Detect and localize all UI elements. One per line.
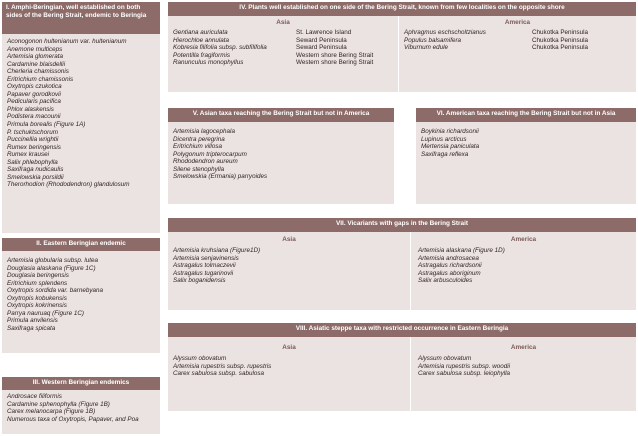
section-iv-america-col	[399, 19, 636, 26]
taxon-item: Astragalus tugarinovii	[173, 269, 234, 277]
taxon-item: Artemisia senjavinensis	[173, 254, 239, 262]
taxon-item: Papaver gorodkovii	[7, 90, 61, 98]
taxon-item: Rhododendron aureum	[173, 158, 238, 166]
taxon-item: Gentiana auriculata	[173, 29, 228, 36]
taxon-item: Primula anvilensis	[7, 317, 58, 325]
taxon-item: Cardamine sphenophylla (Figure 1B)	[7, 400, 110, 408]
section-vii-america-col	[411, 236, 636, 243]
taxon-item: Douglasia alaskana (Figure 1C)	[7, 264, 96, 272]
taxon-item: Viburnum edule	[404, 44, 448, 52]
section-ii-header: II. Eastern Beringian endemic	[2, 238, 160, 251]
section-viii-asia-col	[168, 344, 410, 351]
taxon-item: Androsace filiformis	[7, 393, 62, 400]
taxon-item: Polygonum tripterocarpum	[173, 150, 247, 158]
taxon-item: Alyssum obovatum	[418, 355, 472, 362]
taxon-item: Hierochloe annulata	[173, 36, 230, 44]
section-viii-america-heading: America	[510, 344, 537, 351]
section-vii-america-list	[418, 247, 505, 285]
locality-item: Chukotka Peninsula	[532, 44, 589, 52]
taxon-item: Dicentra peregrina	[173, 135, 225, 143]
section-iii-box	[2, 377, 160, 434]
section-iv-america-localities	[532, 29, 588, 52]
section-iv-asia-taxa	[173, 29, 267, 67]
taxon-item: Artemisia rupestris subsp. woodii	[418, 362, 511, 370]
section-iii-header: III. Western Beringian endemics	[2, 377, 160, 390]
section-i-list	[2, 34, 160, 192]
taxon-item: Primula borealis (Figure 1A)	[7, 121, 86, 129]
section-i-box	[2, 2, 160, 233]
taxon-item: Lupinus arcticus	[421, 135, 467, 143]
taxon-item: Eritrichium splendens	[7, 279, 68, 287]
taxon-item: Douglasia beringensis	[7, 272, 69, 280]
taxon-item: Boykinia richardsonii	[421, 128, 479, 135]
locality-item: Chukotka Peninsula	[532, 29, 589, 36]
locality-item: St. Lawrence Island	[296, 29, 352, 36]
section-viii-box	[168, 323, 636, 411]
taxon-item: Oxytropis kobukensis	[7, 294, 67, 302]
taxon-item: Oxytropis czukotica	[7, 83, 62, 91]
section-viii-asia-heading: Asia	[282, 344, 296, 351]
section-viii-america-list	[418, 355, 510, 378]
taxon-item: Rumex krausei	[7, 151, 49, 159]
taxon-item: Eritrichium chamissonis	[7, 75, 74, 83]
taxon-item: Astragalus aboriginum	[418, 269, 481, 277]
taxon-item: Salix phlebophylla	[7, 158, 58, 166]
taxon-item: Smelowskia (Ermania) parryoides	[173, 173, 268, 181]
section-iv-america-taxa	[404, 29, 486, 52]
section-vii-america-heading: America	[510, 236, 537, 243]
locality-item: Chukotka Peninsula	[532, 36, 589, 44]
section-vii-asia-list	[173, 247, 260, 285]
taxon-item: Artemisia glomerata	[7, 53, 63, 61]
taxon-item: Eritrichium villosa	[173, 143, 222, 151]
taxon-item: P. tschuktschorum	[7, 128, 58, 136]
taxon-item: Artemisia androsacea	[418, 254, 479, 262]
taxon-item: Astragalus richardsonii	[418, 262, 482, 270]
section-vii-asia-heading: Asia	[282, 236, 296, 243]
taxon-item: Podistera macounii	[7, 113, 61, 121]
taxon-item: Phlox alaskensis	[7, 105, 54, 113]
taxon-item: Puccinellia wrightii	[7, 136, 59, 144]
section-vii-box	[168, 218, 636, 310]
taxon-item: Saxifraga nudicaulis	[7, 166, 64, 174]
section-viii-header: VIII. Asiatic steppe taxa with restricted occurrence in Eastern Beringia	[168, 323, 636, 337]
taxon-item: Salix boganidensis	[173, 277, 226, 285]
taxon-item: Pedicularis pacifica	[7, 98, 61, 106]
section-v-box	[168, 108, 394, 204]
taxon-item: Oxytropis sordida var. barnebyana	[7, 287, 104, 295]
section-ii-box	[2, 238, 160, 353]
section-vi-box	[416, 108, 636, 204]
locality-item: Western shore Bering Strait	[296, 59, 374, 67]
section-iv-box	[168, 2, 636, 92]
section-viii-asia-list	[173, 355, 271, 378]
taxon-item: Potentilla fragiformis	[173, 51, 231, 59]
taxon-item: Artemisia kruhsiana (Figure1D)	[173, 247, 261, 254]
section-iv-asia-col	[168, 19, 398, 26]
taxon-item: Numerous taxa of Oxytropis, Papaver, and Poa	[7, 415, 139, 423]
section-ii-list	[2, 251, 160, 335]
locality-item: Seward Peninsula	[296, 44, 347, 52]
section-iv-america-heading: America	[504, 19, 531, 26]
taxon-item: Artemisia globularia subsp. lutea	[7, 257, 99, 264]
section-vi-list	[416, 122, 636, 161]
taxon-item: Artemisia lagocephala	[173, 128, 235, 135]
taxon-item: Parrya nauruaq (Figure 1C)	[7, 309, 84, 317]
section-iv-divider	[398, 16, 399, 92]
taxon-item: Cherleria chamissonis	[7, 68, 69, 76]
section-v-list	[168, 122, 394, 184]
section-vii-divider	[410, 232, 411, 310]
section-v-header: V. Asian taxa reaching the Bering Strait but not in America	[168, 108, 394, 122]
taxon-item: Salix arbusculoides	[418, 277, 473, 285]
taxon-item: Mertensia paniculata	[421, 143, 480, 151]
section-vii-asia-col	[168, 236, 410, 243]
taxon-item: Silene stenophylla	[173, 165, 225, 173]
taxon-item: Populus balsamifera	[404, 36, 462, 44]
taxon-item: Rumex beringensis	[7, 143, 61, 151]
taxon-item: Carex melanocarpa (Figure 1B)	[7, 408, 96, 416]
section-iv-header: IV. Plants well established on one side of the Bering Strait, known from few localities on the opposite shore	[168, 2, 636, 16]
section-iv-asia-localities	[296, 29, 373, 67]
taxon-item: Astragalus tolmaczevii	[173, 262, 236, 270]
section-viii-america-col	[411, 344, 636, 351]
section-vi-header: VI. American taxa reaching the Bering Strait but not in Asia	[416, 108, 636, 122]
section-iii-list	[2, 390, 160, 426]
taxon-item: Saxifraga spicata	[7, 324, 56, 332]
taxon-item: Oxytropis kokrinensis	[7, 302, 67, 310]
taxon-item: Carex sabulosa subsp. sabulosa	[173, 370, 265, 378]
taxon-item: Artemisia rupestris subsp. rupestris	[173, 362, 272, 370]
taxon-item: Anemone multiceps	[7, 45, 63, 53]
taxon-item: Alyssum obovatum	[173, 355, 227, 362]
section-iv-asia-heading: Asia	[276, 19, 290, 26]
taxon-item: Carex sabulosa subsp. leiophylla	[418, 370, 511, 378]
taxon-item: Artemisia alaskana (Figure 1D)	[418, 247, 505, 254]
taxon-item: Smelowskia porsildii	[7, 173, 64, 181]
taxon-item: Cardamine blaisdellii	[7, 60, 66, 68]
taxon-item: Therorhodion (Rhododendron) glandulosum	[7, 181, 130, 189]
section-vii-header: VII. Vicariants with gaps in the Bering Strait	[168, 218, 636, 232]
taxon-item: Ranunculus monophyllus	[173, 59, 244, 67]
taxon-item: Saxifraga reflexa	[421, 150, 469, 158]
taxon-item: Aphragmus eschscholtzianus	[404, 29, 486, 36]
taxon-item: Aconogonon hultenianum var. hultenianum	[7, 38, 127, 45]
locality-item: Seward Peninsula	[296, 36, 347, 44]
locality-item: Western shore Bering Strait	[296, 51, 374, 59]
taxon-item: Kobresia filifolia subsp. subfilifolia	[173, 44, 267, 52]
section-i-header: I. Amphi-Beringian, well established on both sides of the Bering Strait, endemic to Beringia	[2, 2, 160, 34]
